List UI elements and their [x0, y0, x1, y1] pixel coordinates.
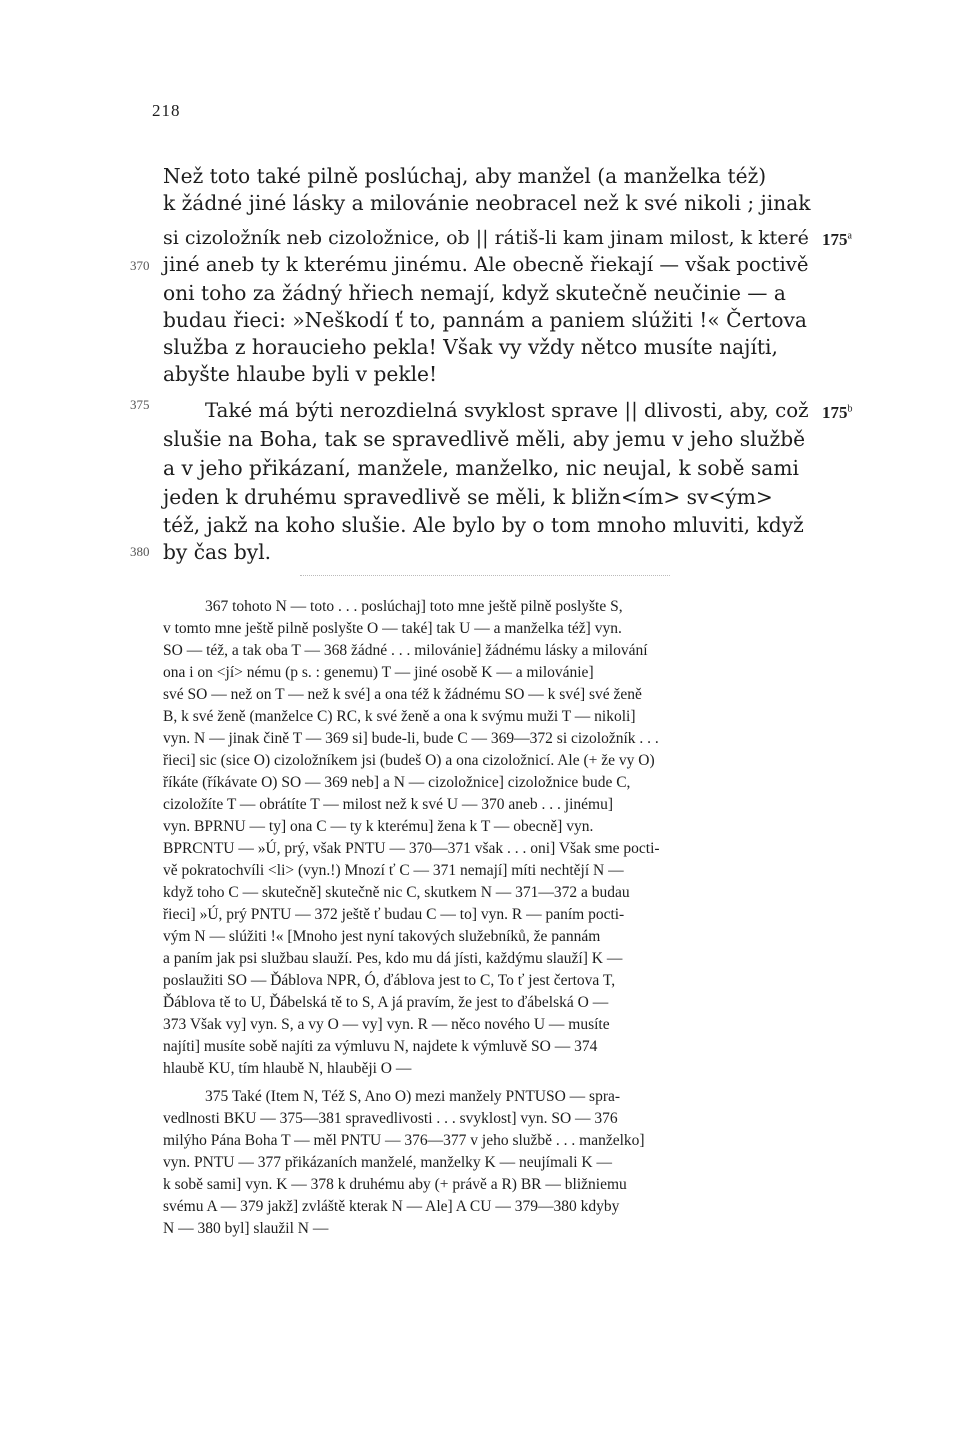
apparatus-line: najíti] musíte sobě najíti za výmluvu N, najdete k výmluvě SO — 374 — [163, 1038, 598, 1055]
apparatus-line: cizoložíte T — obrátíte T — milost než k své U — 370 aneb . . . jinému] — [163, 796, 613, 813]
apparatus-line: N — 380 byl] slaužil N — — [163, 1220, 329, 1237]
text-line: jiné aneb ty k kterému jinému. Ale obecně řiekají — však poctivě — [163, 253, 809, 276]
apparatus-line: 375 Také (Item N, Též S, Ano O) mezi manžely PNTUSO — spra- — [205, 1088, 621, 1105]
text-line: abyšte hlaube byli v pekle! — [163, 362, 438, 386]
apparatus-line: když toho C — skutečně] skutečně nic C, skutkem N — 371—372 a budau — [163, 884, 630, 901]
apparatus-line: hlaubě KU, tím hlaubě N, hlauběji O — — [163, 1060, 412, 1077]
folio-reference: 175$^b$ — [822, 403, 853, 422]
apparatus-line: a paním jak psi službau slauží. Pes, kdo mu dá jísti, každýmu slauží] K — — [163, 950, 623, 967]
line-number: 370 — [130, 258, 150, 273]
text-line: k žádné jiné lásky a milovánie neobracel než k své nikoli ; jinak — [163, 191, 811, 215]
apparatus-line: BPRCNTU — »Ú, prý, však PNTU — 370—371 však . . . oni] Však sme pocti- — [163, 840, 660, 857]
text-line: též, jakž na koho slušie. Ale bylo by o tom mnoho mluviti, když — [163, 513, 804, 537]
text-line: služba z horaucieho pekla! Však vy vždy nětco musíte najíti, — [163, 335, 778, 359]
apparatus-line: vyn. PNTU — 377 přikázaních manželé, manželky K — neujímali K — — [163, 1154, 612, 1171]
apparatus-line: řieci] sic (sice O) cizoložníkem jsi (budeš O) a ona cizoložnicí. Ale (+ že vy O) — [163, 752, 655, 769]
text-line: Také má býti nerozdielná svyklost sprave || dlivosti, aby, což — [205, 399, 809, 422]
text-line: budau řieci: »Neškodí ť to, pannám a paniem slúžiti !« Čertova — [163, 308, 807, 332]
apparatus-line: řieci] »Ú, prý PNTU — 372 ještě ť budau C — to] vyn. R — paním pocti- — [163, 906, 625, 923]
apparatus-line: svému A — 379 jakž] zvláště kterak N — Ale] A CU — 379—380 kdyby — [163, 1198, 620, 1215]
apparatus-line: v tomto mne ještě pilně poslyšte O — také] tak U — a manželka též] vyn. — [163, 620, 622, 637]
apparatus-line: vým N — slúžiti !« [Mnoho jest nyní takových služebníků, že pannám — [163, 928, 601, 945]
apparatus-line: své SO — než on T — než k své] a ona též k žádnému SO — k své] své ženě — [163, 686, 642, 703]
notes-divider — [300, 575, 670, 576]
apparatus-line: říkáte (říkávate O) SO — 369 neb] a N — cizoložnice] cizoložnice bude C, — [163, 774, 631, 791]
line-number: 380 — [130, 544, 150, 559]
apparatus-line: 367 tohoto N — toto . . . poslúchaj] toto mne ještě pilně poslyšte S, — [205, 598, 623, 615]
apparatus-line: vě pokratochvíli <li> (vyn.!) Mnozí ť C — 371 nemají] míti nechtějí N — — [163, 862, 624, 879]
text-line: oni toho za žádný hřiech nemají, když skutečně neučinie — a — [163, 281, 786, 305]
apparatus-line: vyn. N — jinak čině T — 369 si] bude-li, bude C — 369—372 si cizoložník . . . — [163, 730, 659, 747]
folio-reference: 175$^a$ — [822, 230, 852, 249]
apparatus-line: vedlnosti BKU — 375—381 spravedlivosti . . . svyklost] vyn. SO — 376 — [163, 1110, 618, 1127]
apparatus-line: k sobě sami] vyn. K — 378 k druhému aby (+ právě a R) BR — bližniemu — [163, 1176, 627, 1193]
apparatus-line: B, k své ženě (manželce C) RC, k své ženě a ona k svýmu muži T — nikoli] — [163, 708, 636, 725]
text-line: Než toto také pilně poslúchaj, aby manžel (a manželka též) — [163, 164, 767, 188]
text-line: a v jeho přikázaní, manžele, manželko, nic neujal, k sobě sami — [163, 456, 799, 480]
apparatus-line: 373 Však vy] vyn. S, a vy O — vy] vyn. R — něco nového U — musíte — [163, 1016, 610, 1033]
apparatus-line: milýho Pána Boha T — měl PNTU — 376—377 v jeho službě . . . manželko] — [163, 1132, 645, 1149]
page-number: 218 — [152, 101, 181, 120]
text-line: si cizoložník neb cizoložnice, ob || rátiš-li kam jinam milost, k které — [163, 227, 809, 249]
text-line: jeden k druhému spravedlivě se měli, k bližn<ím> sv<ým> — [163, 485, 773, 509]
apparatus-line: Ďáblova tě to U, Ďábelská tě to S, A já pravím, že jest to ďábelská O — — [163, 994, 609, 1011]
line-number: 375 — [130, 397, 150, 412]
apparatus-line: SO — též, a tak oba T — 368 žádné . . . milovánie] žádnému lásky a milování — [163, 642, 648, 659]
text-line: by čas byl. — [163, 540, 272, 564]
apparatus-line: poslaužiti SO — Ďáblova NPR, Ó, ďáblova jest to C, To ť jest čertova T, — [163, 972, 616, 989]
apparatus-line: vyn. BPRNU — ty] ona C — ty k kterému] žena k T — obecně] vyn. — [163, 818, 594, 835]
apparatus-line: ona i on <jí> nému (p s. : genemu) T — jiné osobě K — a milovánie] — [163, 664, 594, 681]
text-line: slušie na Boha, tak se spravedlivě měli, aby jemu v jeho službě — [163, 427, 806, 451]
